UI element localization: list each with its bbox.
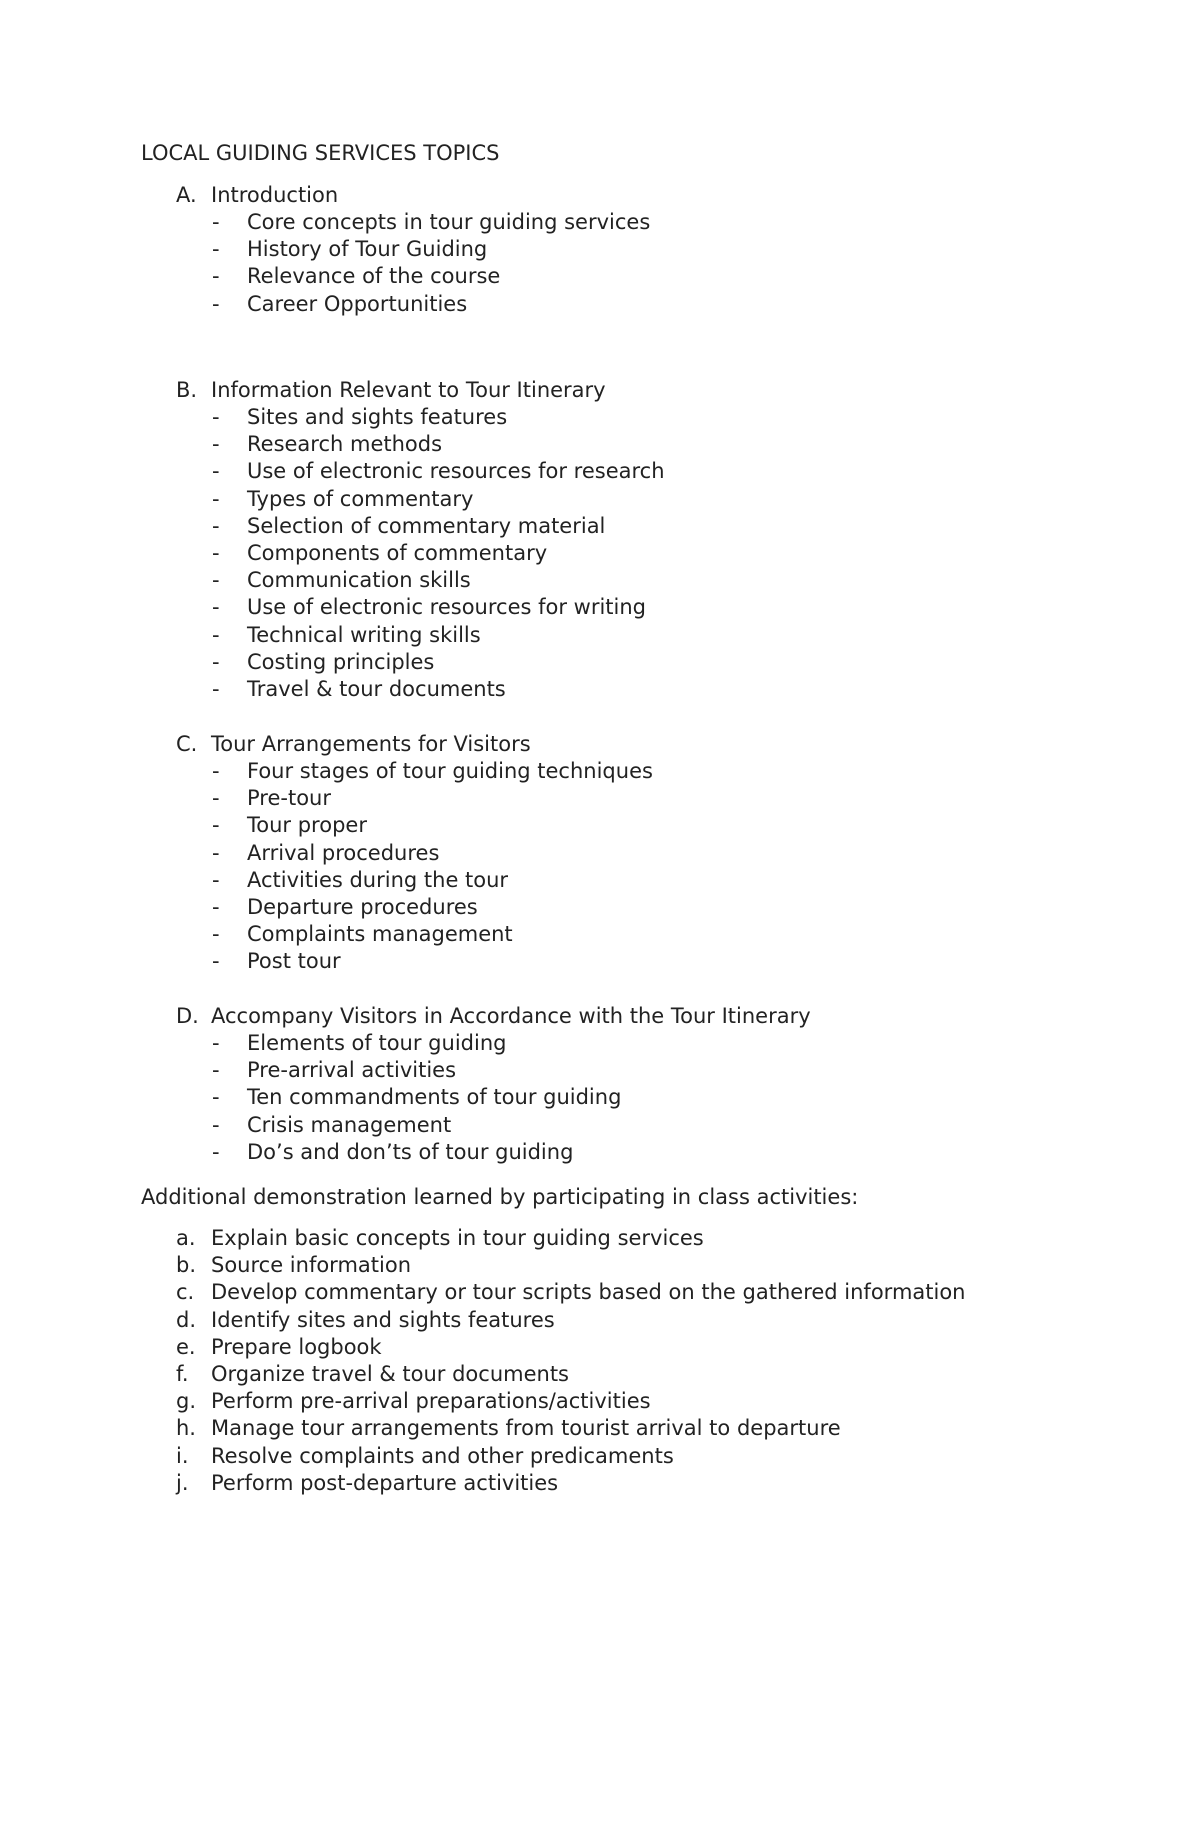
item-letter: i. [176,1443,189,1468]
list-item-text: Pre-arrival activities [247,1058,457,1083]
list-item-text: Resolve complaints and other predicaments [211,1443,674,1468]
section-letter: B. [176,378,198,402]
list-item-text: Perform pre-arrival preparations/activities [211,1389,651,1414]
list-item-text: Arrival procedures [247,840,440,865]
dash-bullet: - [212,291,220,316]
list-item-text: Travel & tour documents [247,676,506,701]
dash-bullet: - [212,264,220,289]
dash-bullet: - [212,649,220,674]
list-item-text: Use of electronic resources for research [247,459,665,484]
list-item [0,1225,1200,1252]
list-item [0,291,1200,318]
list-item [0,1334,1200,1361]
dash-bullet: - [212,759,220,783]
list-item [0,540,1200,567]
document-title: LOCAL GUIDING SERVICES TOPICS [141,141,500,165]
list-item [0,458,1200,485]
list-item [0,513,1200,540]
list-item-text: Sites and sights features [247,405,508,429]
dash-bullet: - [212,676,220,701]
dash-bullet: - [212,949,220,974]
section-title: Introduction [211,183,339,207]
dash-bullet: - [212,622,220,647]
item-letter: b. [176,1253,197,1278]
section-items [0,1030,1200,1166]
dash-bullet: - [212,1031,220,1055]
list-item-text: Selection of commentary material [247,513,606,538]
list-item-text: Research methods [247,432,443,457]
list-item-text: Communication skills [247,568,471,593]
dash-bullet: - [212,432,220,457]
section-letter: A. [176,183,197,207]
list-item [0,1361,1200,1388]
list-item-text: Organize travel & tour documents [211,1361,569,1386]
list-item [0,1030,1200,1057]
section-items [0,209,1200,318]
list-item-text: Use of electronic resources for writing [247,595,647,620]
section-items [0,404,1200,703]
list-item-text: Components of commentary [247,540,548,565]
dash-bullet: - [212,459,220,484]
list-item-text: Tour proper [247,813,367,838]
list-item [0,431,1200,458]
list-item-text: Manage tour arrangements from tourist arrival to departure [211,1416,841,1441]
dash-bullet: - [212,237,220,262]
list-item [0,1470,1200,1497]
dash-bullet: - [212,568,220,593]
list-item-text: Source information [211,1253,412,1278]
list-item-text: Activities during the tour [247,867,509,892]
list-item [0,594,1200,621]
list-item-text: Career Opportunities [247,291,468,316]
list-item [0,1279,1200,1306]
list-item-text: Four stages of tour guiding techniques [247,759,653,783]
dash-bullet: - [212,1085,220,1110]
list-item [0,948,1200,975]
list-item-text: Ten commandments of tour guiding [247,1085,622,1110]
list-item [0,263,1200,290]
list-item-text: Pre-tour [247,786,331,811]
list-item-text: History of Tour Guiding [247,237,488,262]
list-item-text: Prepare logbook [211,1334,382,1359]
list-item [0,894,1200,921]
list-item-text: Explain basic concepts in tour guiding services [211,1226,704,1250]
item-letter: e. [176,1334,196,1359]
dash-bullet: - [212,894,220,919]
item-letter: g. [176,1389,197,1414]
item-letter: h. [176,1416,196,1441]
list-item [0,867,1200,894]
dash-bullet: - [212,786,220,811]
list-item-text: Do’s and don’ts of tour guiding [247,1139,574,1164]
item-letter: c. [176,1280,195,1305]
list-item [0,1057,1200,1084]
dash-bullet: - [212,867,220,892]
section-b [0,377,1200,703]
list-item [0,1252,1200,1279]
item-letter: j. [176,1470,189,1495]
list-item-text: Costing principles [247,649,435,674]
list-item [0,676,1200,703]
list-item [0,1388,1200,1415]
list-item-text: Technical writing skills [247,622,481,647]
list-item [0,1415,1200,1442]
section-a [0,182,1200,318]
list-item [0,622,1200,649]
list-item [0,1084,1200,1111]
list-item [0,1139,1200,1166]
list-item [0,1307,1200,1334]
item-letter: f. [176,1361,189,1386]
list-item [0,812,1200,839]
dash-bullet: - [212,840,220,865]
list-item-text: Elements of tour guiding [247,1031,507,1055]
section-title: Information Relevant to Tour Itinerary [211,378,606,402]
section-items [0,758,1200,976]
section-c [0,731,1200,976]
list-item [0,840,1200,867]
list-item [0,1112,1200,1139]
list-item-text: Crisis management [247,1112,452,1137]
section-heading [0,731,1200,758]
dash-bullet: - [212,540,220,565]
section-letter: D. [176,1004,199,1028]
dash-bullet: - [212,922,220,947]
list-item-text: Post tour [247,949,341,974]
section-heading [0,1003,1200,1030]
dash-bullet: - [212,1139,220,1164]
list-item-text: Develop commentary or tour scripts based on the gathered information [211,1280,966,1305]
list-item-text: Core concepts in tour guiding services [247,210,651,234]
list-item-text: Types of commentary [247,486,474,511]
section-heading [0,182,1200,209]
list-item [0,567,1200,594]
dash-bullet: - [212,513,220,538]
list-item [0,785,1200,812]
list-item [0,486,1200,513]
list-item [0,404,1200,431]
dash-bullet: - [212,210,220,234]
dash-bullet: - [212,813,220,838]
section-title: Tour Arrangements for Visitors [211,732,531,756]
list-item [0,1443,1200,1470]
list-item-text: Perform post-departure activities [211,1470,559,1495]
additional-intro: Additional demonstration learned by participating in class activities: [141,1185,859,1209]
item-letter: a. [176,1226,196,1250]
list-item-text: Identify sites and sights features [211,1307,555,1332]
section-d [0,1003,1200,1166]
dash-bullet: - [212,486,220,511]
item-letter: d. [176,1307,197,1332]
list-item [0,649,1200,676]
list-item [0,209,1200,236]
section-heading [0,377,1200,404]
dash-bullet: - [212,405,220,429]
list-item [0,921,1200,948]
list-item [0,758,1200,785]
list-item-text: Complaints management [247,922,513,947]
dash-bullet: - [212,1112,220,1137]
list-item-text: Departure procedures [247,894,478,919]
section-title: Accompany Visitors in Accordance with the Tour Itinerary [211,1004,811,1028]
list-item-text: Relevance of the course [247,264,501,289]
activities-list [0,1225,1200,1497]
section-letter: C. [176,732,198,756]
list-item [0,236,1200,263]
dash-bullet: - [212,595,220,620]
dash-bullet: - [212,1058,220,1083]
